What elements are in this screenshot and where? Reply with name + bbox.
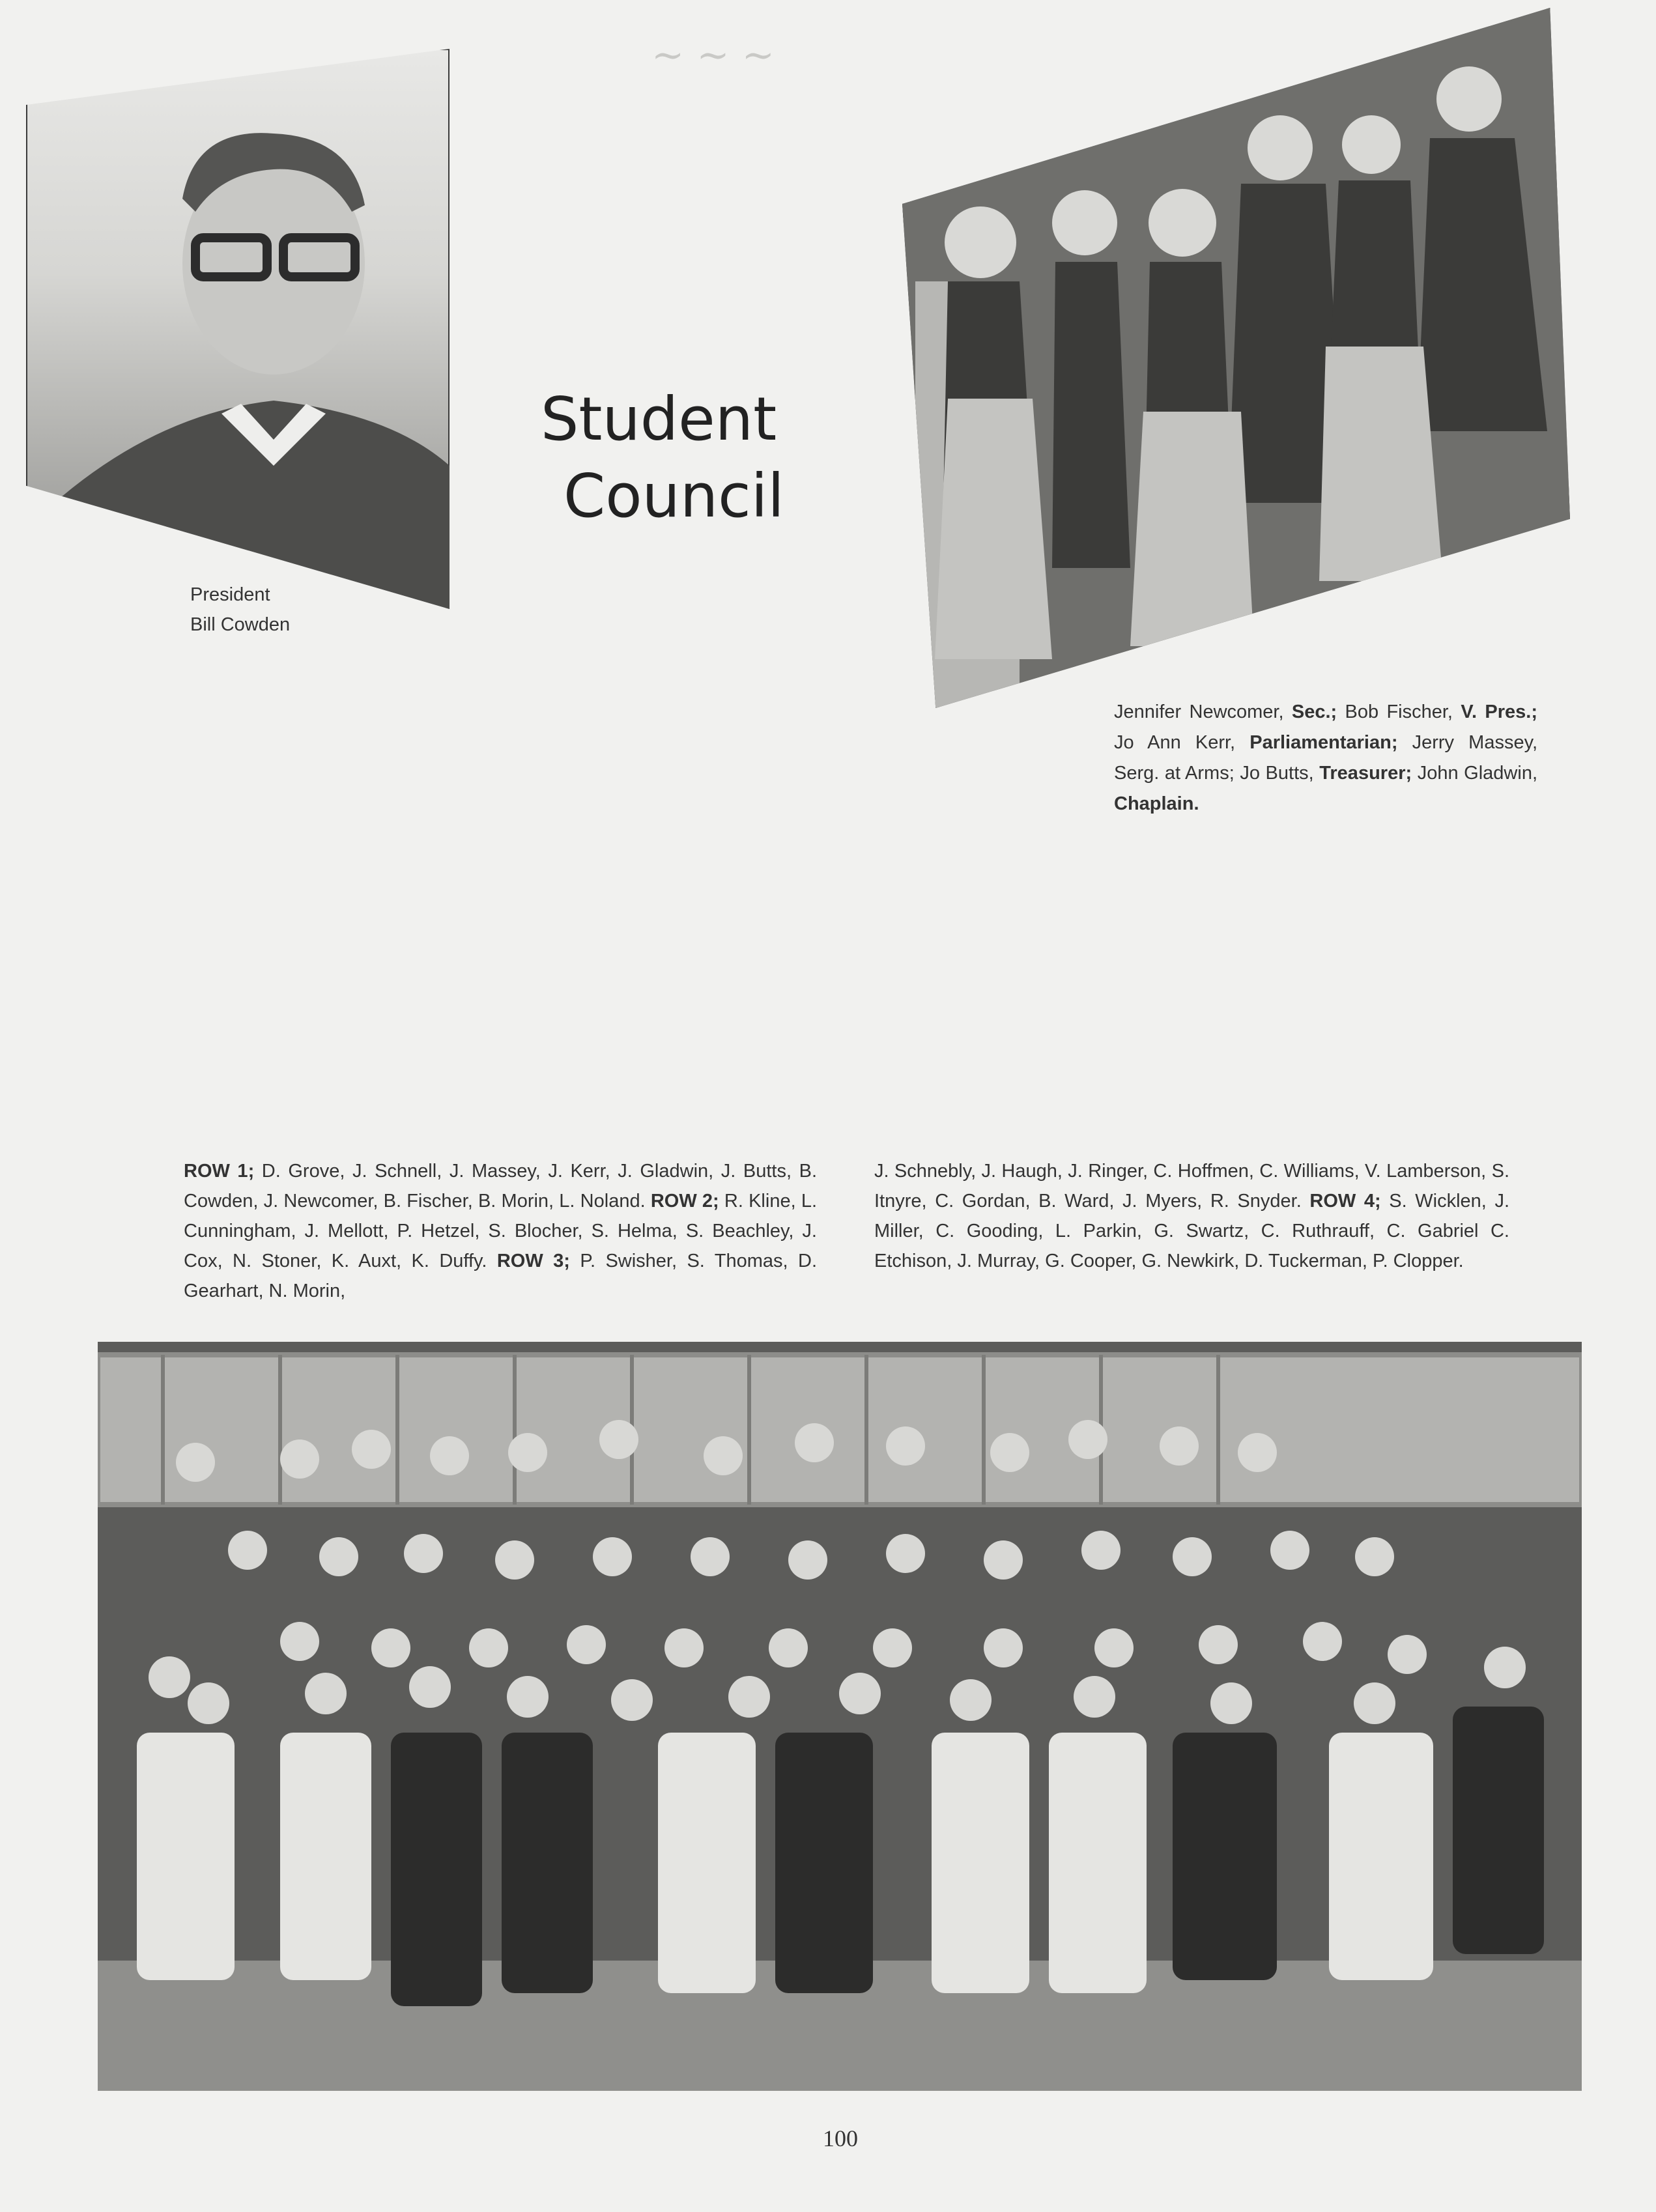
officer-5-title: Chaplain. (1114, 793, 1199, 814)
officers-caption (1114, 697, 1537, 819)
faded-handwriting: ~ ~ ~ (651, 33, 775, 78)
row2-label: ROW 2; (650, 1191, 719, 1212)
president-portrait-photo (26, 49, 450, 609)
title-line-1: Student (541, 384, 777, 454)
portrait-figure (26, 49, 450, 609)
president-name: Bill Cowden (190, 614, 291, 635)
row2-names: R. Kline, L. Cunningham, J. Mellott, P. Hetzel, S. Blocher, S. Helma, S. Beachley, J. Cox, N. Stoner, K. Auxt, K. Duffy. (184, 1191, 818, 1271)
officer-2-name: Bob Fischer, (1337, 702, 1461, 722)
officer-1-name: Jennifer Newcomer, (1114, 702, 1292, 722)
officer-3-name: Jo Ann Kerr, (1114, 732, 1250, 753)
officers-photo (902, 8, 1570, 708)
officer-5-name: John Gladwin, (1412, 763, 1538, 784)
officer-2-title: V. Pres.; (1461, 702, 1537, 722)
title-line-2: Council (564, 461, 784, 531)
row3-names-part1: P. Swisher, S. Thomas, D. Gearhart, N. Morin, (184, 1251, 817, 1301)
officer-1-title: Sec.; (1291, 702, 1337, 722)
group-photo (98, 1342, 1582, 2091)
page-title (541, 381, 814, 535)
page-number: 100 (823, 2125, 858, 2151)
president-role: President (190, 584, 270, 605)
rows-caption-left (184, 1156, 817, 1306)
group-figures (98, 1342, 1582, 2091)
row1-names: D. Grove, J. Schnell, J. Massey, J. Kerr, J. Gladwin, J. Butts, B. Cowden, J. Newcomer, B. Fischer, B. Morin, L. Noland. (184, 1161, 817, 1212)
row4-names: S. Wicklen, J. Miller, C. Gooding, L. Parkin, G. Swartz, C. Ruthrauff, C. Gabriel C. Etchison, J. Murray, G. Cooper, G. Newkirk, D. Tuckerman, P. Clopper. (874, 1191, 1509, 1271)
rows-caption-right (874, 1156, 1509, 1276)
row4-label: ROW 4; (1309, 1191, 1381, 1212)
officer-4-name: Jerry Massey, Serg. at Arms; Jo Butts, (1114, 732, 1537, 784)
president-caption (190, 580, 290, 640)
officer-3-title: Parliamentarian; (1249, 732, 1398, 753)
officers-figures (902, 8, 1570, 708)
row3-label: ROW 3; (496, 1251, 570, 1271)
officer-4-title: Treasurer; (1319, 763, 1412, 784)
row3-names-part2: J. Schnebly, J. Haugh, J. Ringer, C. Hoffmen, C. Williams, V. Lamberson, S. Itnyre, C. Gordan, B. Ward, J. Myers, R. Snyder. (874, 1161, 1509, 1212)
row1-label: ROW 1; (184, 1161, 255, 1182)
